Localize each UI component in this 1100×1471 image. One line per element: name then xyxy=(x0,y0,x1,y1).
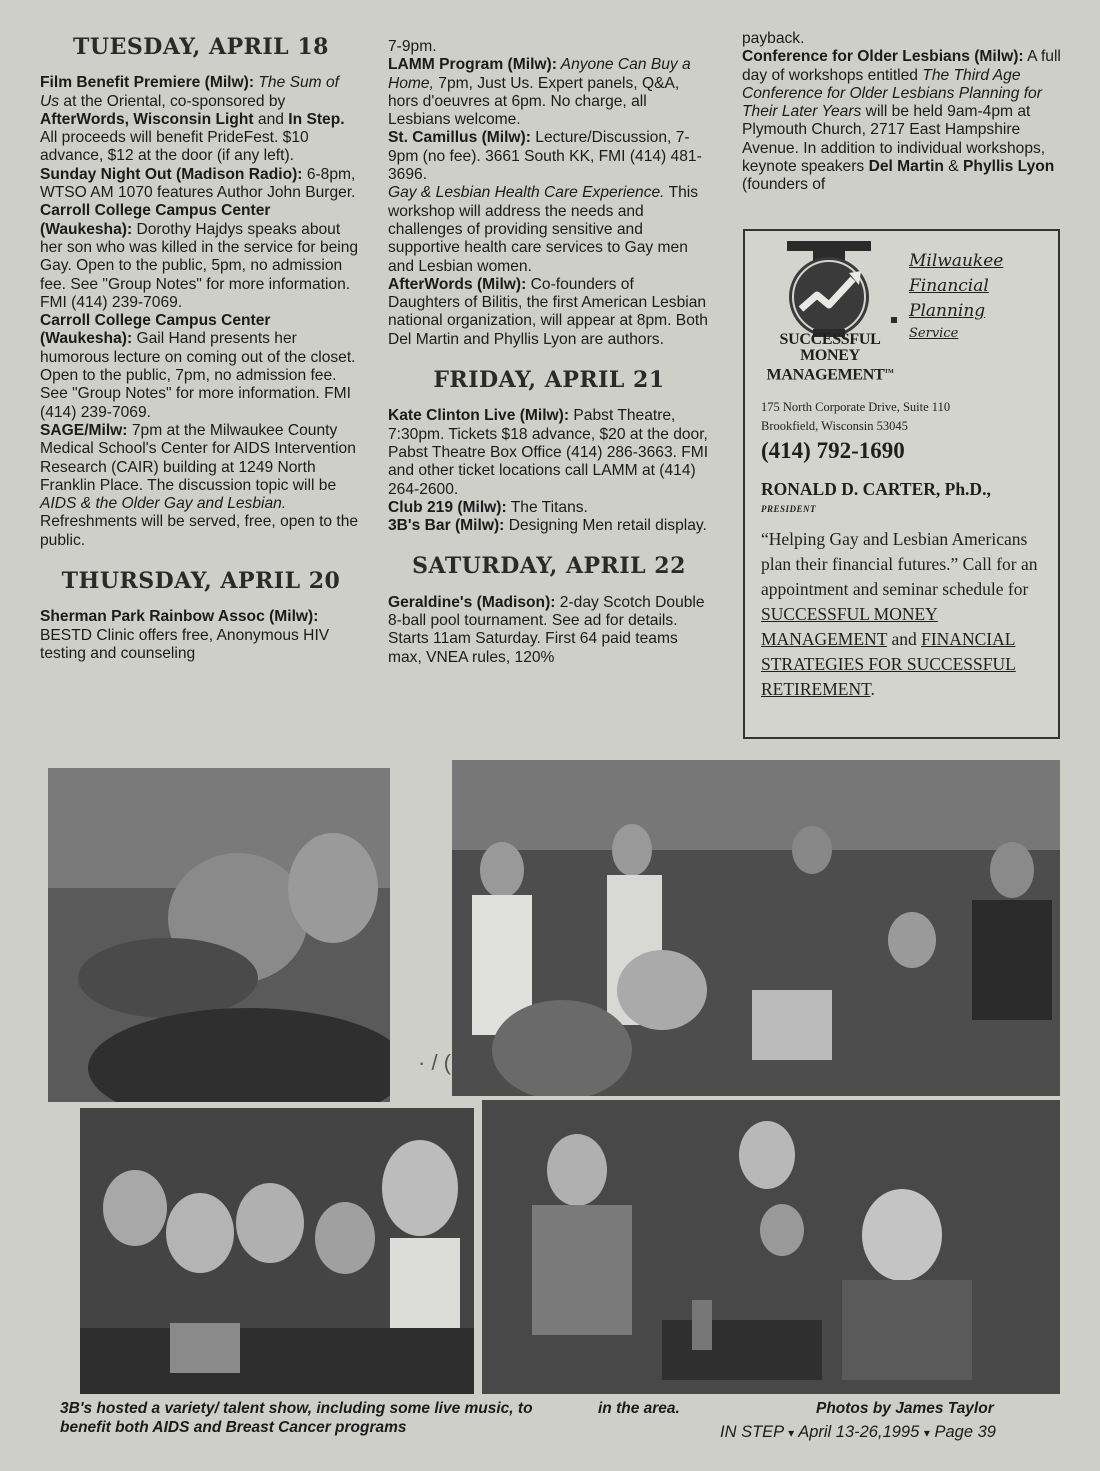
photo-caption: 3B's hosted a variety/ talent show, including some live music, to benefit both AIDS and Breast Cancer programs xyxy=(60,1400,533,1436)
heading-saturday: SATURDAY, APRIL 22 xyxy=(412,553,686,580)
heading-tuesday: TUESDAY, APRIL 18 xyxy=(73,34,329,60)
continued-text: payback. xyxy=(742,30,805,47)
contact-title: PRESIDENT xyxy=(761,504,817,514)
ad-body-text: “Helping Gay and Lesbian Americans plan their financial futures.” Call for an appointment and seminar schedule for SUCCESSFUL MONEY MANAGEMENT and FINANCIAL STRATEGIES FOR SUCCESSFUL RETIREMENT. xyxy=(761,529,1038,699)
event-film-benefit: Film Benefit Premiere (Milw): The Sum of Us at the Oriental, co-sponsored by AfterWords, Wisconsin Light and In Step. All proceeds will benefit PrideFest. $10 advance, $12 at the door (if any left). xyxy=(40,74,345,165)
company-name: SUCCESSFUL MONEY MANAGEMENT™ xyxy=(766,331,894,384)
photo-group-men xyxy=(80,1108,474,1394)
event-afterwords: AfterWords (Milw): Co-founders of Daughters of Bilitis, the first American Lesbian national organization, will appear at 8pm. Both Del Martin and Phyllis Lyon are authors. xyxy=(388,275,708,348)
seminar-link-1: SUCCESSFUL MONEY MANAGEMENT xyxy=(761,604,938,649)
photo-caption-continued: in the area. xyxy=(598,1400,680,1417)
event-lamm-program: LAMM Program (Milw): Anyone Can Buy a Home, 7pm, Just Us. Expert panels, Q&A, hors d'oeuvres at 6pm. No charge, all Lesbians welcome. xyxy=(388,56,691,129)
column-3 xyxy=(742,30,1064,195)
event-kate-clinton: Kate Clinton Live (Milw): Pabst Theatre, 7:30pm. Tickets $18 advance, $20 at the door, Pabst Theatre Box Office (414) 286-3663. FMI and other ticket locations call LAMM at (414) 264-2600. xyxy=(388,407,709,498)
issue-date: April 13-26,1995 xyxy=(798,1423,920,1441)
seminar-link-2: FINANCIAL STRATEGIES FOR SUCCESSFUL RETIREMENT xyxy=(761,629,1016,699)
event-geraldines: Geraldine's (Madison): 2-day Scotch Double 8-ball pool tournament. See ad for details. Starts 11am Saturday. First 64 paid teams max, VNEA rules, 120% xyxy=(388,593,705,666)
separator-icon: ▾ xyxy=(788,1426,795,1440)
event-sherman-park: Sherman Park Rainbow Assoc (Milw): BESTD Clinic offers free, Anonymous HIV testing and counseling xyxy=(40,608,330,662)
advertisement-successful-money-management xyxy=(743,229,1060,739)
stray-marks: · / ( xyxy=(418,1050,451,1075)
service-tagline: Milwaukee Financial Planning Service xyxy=(909,251,1004,341)
column-2 xyxy=(388,38,710,667)
event-health-care-workshop: Gay & Lesbian Health Care Experience. This workshop will address the needs and challenges of providing sensitive and supportive health care services to Gay men and Lesbian women. xyxy=(388,184,699,275)
event-st-camillus: St. Camillus (Milw): Lecture/Discussion, 7-9pm (no fee). 3661 South KK, FMI (414) 481-3696. xyxy=(388,129,702,184)
photo-band-performance xyxy=(452,760,1060,1096)
publication-name: IN STEP xyxy=(720,1423,784,1441)
column-1 xyxy=(40,34,362,663)
event-club-219: Club 219 (Milw): The Titans. xyxy=(388,498,588,516)
contact-name: RONALD D. CARTER, Ph.D., xyxy=(761,479,991,499)
heading-thursday: THURSDAY, APRIL 20 xyxy=(61,568,341,595)
event-sage-milw: SAGE/Milw: 7pm at the Milwaukee County Medical School's Center for AIDS Intervention Research (CAIR) building at 1249 North Franklin Place. The discussion topic will be AIDS & the Older Gay and Lesbian. Refreshments will be served, free, open to the public. xyxy=(40,421,359,549)
event-3bs-bar: 3B's Bar (Milw): Designing Men retail display. xyxy=(388,517,707,535)
company-phone: (414) 792-1690 xyxy=(761,438,905,463)
company-address: 175 North Corporate Drive, Suite 110 Brookfield, Wisconsin 53045 xyxy=(761,400,951,433)
photo-credit: Photos by James Taylor xyxy=(816,1400,994,1417)
photo-drag-performer xyxy=(48,768,390,1102)
event-carroll-college-1: Carroll College Campus Center (Waukesha): Dorothy Hajdys speaks about her son who was killed in the service for being Gay. Open to the public, 5pm, no admission fee. See "Group Notes" for more information. FMI (414) 239-7069. xyxy=(40,202,359,311)
event-older-lesbians-conference: Conference for Older Lesbians (Milw): A full day of workshops entitled The Third Age Conference for Older Lesbians Planning for Their Later Years will be held 9am-4pm at Plymouth Church, 2717 East Hampshire Avenue. In addition to individual workshops, keynote speakers Del Martin & Phyllis Lyon (founders of xyxy=(742,48,1061,194)
continued-text: 7-9pm. xyxy=(388,38,437,55)
heading-friday: FRIDAY, APRIL 21 xyxy=(433,367,665,394)
event-carroll-college-2: Carroll College Campus Center (Waukesha): Gail Hand presents her humorous lecture on coming out of the closet. Open to the public, 7pm, no admission fee. See "Group Notes" for more information. FMI (414) 239-7069. xyxy=(40,312,356,421)
separator-icon: ▾ xyxy=(923,1426,930,1440)
page-footer xyxy=(720,1423,996,1442)
page-number: Page 39 xyxy=(934,1423,996,1441)
event-sunday-night-out: Sunday Night Out (Madison Radio): 6-8pm, WTSO AM 1070 features Author John Burger. xyxy=(40,165,356,202)
photo-bar-patrons xyxy=(482,1100,1060,1394)
